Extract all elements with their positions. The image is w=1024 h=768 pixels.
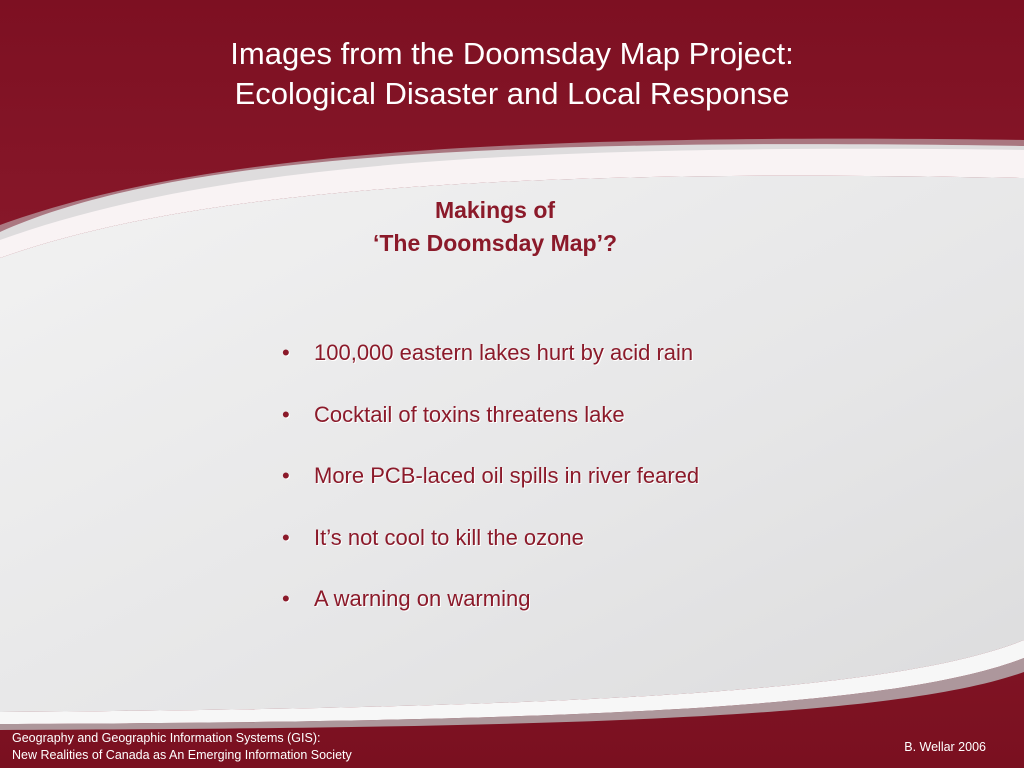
bullet-icon: • [282,401,290,427]
title-line-2: Ecological Disaster and Local Response [234,76,790,111]
headline-list [280,336,699,644]
subtitle-line-1: Makings of [434,197,556,223]
footer-line-2: New Realities of Canada as An Emerging Information Society [12,748,352,762]
list-item-text: It’s not cool to kill the ozone [314,524,584,550]
list-item [280,459,699,521]
list-item-text: Cocktail of toxins threatens lake [314,401,625,427]
bullet-icon: • [282,524,290,550]
list-item [280,398,699,460]
list-item [280,521,699,583]
footer-author: B. Wellar 2006 [904,740,986,754]
title-line-1: Images from the Doomsday Map Project: [230,36,794,71]
bullet-icon: • [282,340,290,365]
list-item [280,582,699,644]
footer-course-title [12,730,352,764]
list-item [280,336,699,398]
slide-title [0,34,1024,114]
slide-subtitle [0,194,990,260]
list-item-text: 100,000 eastern lakes hurt by acid rain [314,340,694,365]
bullet-icon: • [282,463,290,488]
footer-line-1: Geography and Geographic Information Systems (GIS): [12,731,321,745]
list-item-text: A warning on warming [314,586,531,611]
bullet-icon: • [282,586,290,611]
list-item-text: More PCB-laced oil spills in river feared [314,463,700,488]
subtitle-line-2: ‘The Doomsday Map’? [372,230,618,256]
